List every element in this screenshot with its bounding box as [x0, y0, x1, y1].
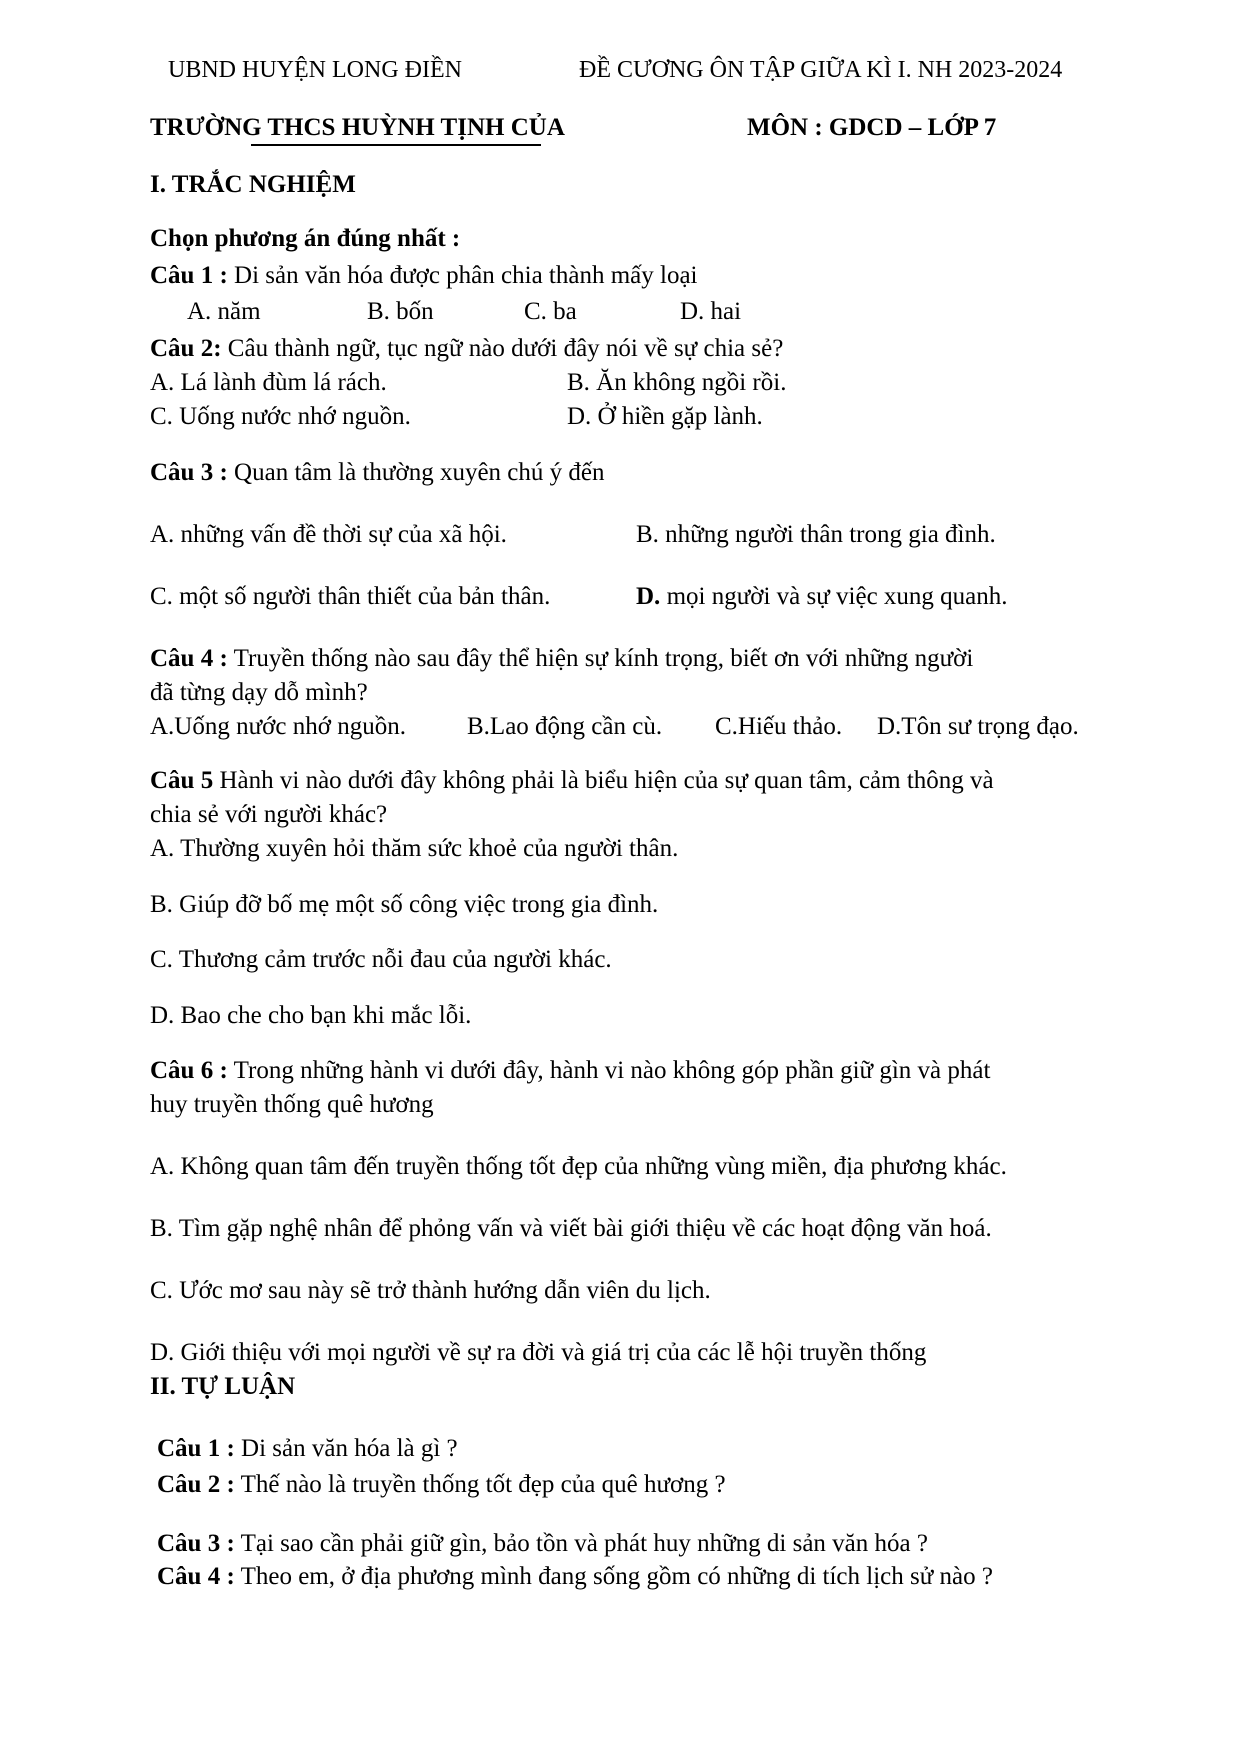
q5-option-c: C. Thương cảm trước nỗi đau của người khác. — [150, 946, 612, 973]
header-right-line1: ĐỀ CƯƠNG ÔN TẬP GIỮA KÌ I. NH 2023-2024 — [579, 57, 1063, 83]
essay-question-3 — [157, 1529, 928, 1559]
q3-option-b: B. những người thân trong gia đình. — [636, 521, 996, 548]
question-5-text-line2: chia sẻ với người khác? — [150, 801, 388, 828]
question-3-text: Quan tâm là thường xuyên chú ý đến — [227, 459, 605, 486]
q4-option-d: D.Tôn sư trọng đạo. — [877, 713, 1079, 740]
essay-question-1 — [157, 1434, 458, 1464]
q6-option-c: C. Ước mơ sau này sẽ trở thành hướng dẫn viên du lịch. — [150, 1277, 711, 1304]
question-6-text-line1: Trong những hành vi dưới đây, hành vi nào không góp phần giữ gìn và phát — [227, 1057, 991, 1084]
q2-option-b: B. Ăn không ngồi rồi. — [567, 369, 787, 396]
question-1-text: Di sản văn hóa được phân chia thành mấy loại — [227, 262, 698, 289]
essay-question-2-text: Thế nào là truyền thống tốt đẹp của quê hương ? — [234, 1471, 726, 1498]
q3-option-d — [636, 582, 1008, 612]
q5-option-b: B. Giúp đỡ bố mẹ một số công việc trong gia đình. — [150, 891, 659, 918]
question-6 — [150, 1056, 990, 1086]
q1-option-b: B. bốn — [367, 298, 434, 325]
q3-option-a: A. những vấn đề thời sự của xã hội. — [150, 521, 507, 548]
question-5-text-line1: Hành vi nào dưới đây không phải là biểu hiện của sự quan tâm, cảm thông và — [213, 767, 994, 794]
question-5-label: Câu 5 — [150, 767, 214, 794]
q2-option-a: A. Lá lành đùm lá rách. — [150, 369, 387, 396]
essay-question-2 — [157, 1470, 726, 1500]
essay-question-1-label: Câu 1 : — [157, 1435, 235, 1462]
essay-question-2-label: Câu 2 : — [157, 1471, 235, 1498]
q3-option-d-prefix: D. — [636, 583, 661, 610]
header-left-line1: UBND HUYỆN LONG ĐIỀN — [168, 57, 462, 83]
section1-instruction: Chọn phương án đúng nhất : — [150, 225, 461, 252]
question-2-text: Câu thành ngữ, tục ngữ nào dưới đây nói về sự chia sẻ? — [221, 335, 784, 362]
q4-option-c: C.Hiếu thảo. — [715, 713, 843, 740]
question-3 — [150, 458, 604, 488]
question-3-label: Câu 3 : — [150, 459, 228, 486]
q6-option-d: D. Giới thiệu với mọi người về sự ra đời và giá trị của các lễ hội truyền thống — [150, 1339, 927, 1366]
q1-option-a: A. năm — [187, 298, 261, 325]
header-subject: MÔN : GDCD – LỚP 7 — [747, 114, 997, 141]
q2-option-c: C. Uống nước nhớ nguồn. — [150, 403, 411, 430]
q2-option-d: D. Ở hiền gặp lành. — [567, 403, 763, 430]
q4-option-a: A.Uống nước nhớ nguồn. — [150, 713, 406, 740]
q5-option-d: D. Bao che cho bạn khi mắc lỗi. — [150, 1002, 472, 1029]
q3-option-d-text: mọi người và sự việc xung quanh. — [666, 583, 1008, 610]
q4-option-b: B.Lao động cần cù. — [467, 713, 663, 740]
essay-question-4 — [157, 1562, 993, 1592]
essay-question-3-label: Câu 3 : — [157, 1530, 235, 1557]
question-6-label: Câu 6 : — [150, 1057, 228, 1084]
question-6-text-line2: huy truyền thống quê hương — [150, 1091, 434, 1118]
question-5 — [150, 766, 994, 796]
q6-option-a: A. Không quan tâm đến truyền thống tốt đẹp của những vùng miền, địa phương khác. — [150, 1153, 1007, 1180]
question-4 — [150, 644, 973, 674]
question-1 — [150, 261, 698, 291]
q1-option-c: C. ba — [524, 298, 577, 325]
q1-option-d: D. hai — [680, 298, 742, 325]
question-2 — [150, 334, 783, 364]
question-4-text-line2: đã từng dạy dỗ mình? — [150, 679, 368, 706]
essay-question-1-text: Di sản văn hóa là gì ? — [234, 1435, 458, 1462]
essay-question-3-text: Tại sao cần phải giữ gìn, bảo tồn và phát huy những di sản văn hóa ? — [234, 1530, 928, 1557]
question-4-text-line1: Truyền thống nào sau đây thể hiện sự kính trọng, biết ơn với những người — [227, 645, 974, 672]
question-1-label: Câu 1 : — [150, 262, 228, 289]
header-underline — [251, 144, 541, 146]
section1-title: I. TRẮC NGHIỆM — [150, 171, 356, 198]
essay-question-4-text: Theo em, ở địa phương mình đang sống gồm có những di tích lịch sử nào ? — [234, 1563, 993, 1590]
q3-option-c: C. một số người thân thiết của bản thân. — [150, 583, 551, 610]
essay-question-4-label: Câu 4 : — [157, 1563, 235, 1590]
question-4-label: Câu 4 : — [150, 645, 228, 672]
q6-option-b: B. Tìm gặp nghệ nhân để phỏng vấn và viết bài giới thiệu về các hoạt động văn hoá. — [150, 1215, 992, 1242]
header-school-name: TRƯỜNG THCS HUỲNH TỊNH CỦA — [150, 114, 565, 141]
q5-option-a: A. Thường xuyên hỏi thăm sức khoẻ của người thân. — [150, 835, 679, 862]
section2-title: II. TỰ LUẬN — [150, 1373, 296, 1400]
question-2-label: Câu 2: — [150, 335, 222, 362]
